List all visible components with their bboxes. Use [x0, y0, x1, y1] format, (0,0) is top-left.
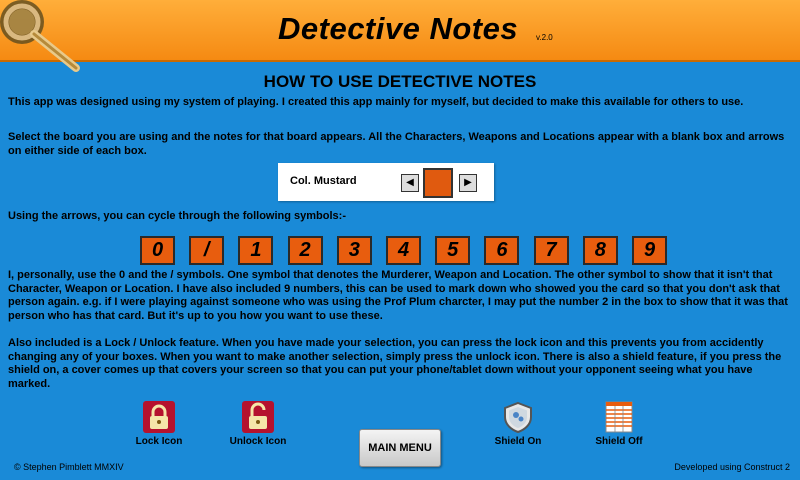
- shield-icon: [502, 401, 534, 433]
- main-menu-button[interactable]: MAIN MENU: [359, 429, 441, 467]
- symbols-intro: Using the arrows, you can cycle through the following symbols:-: [8, 210, 346, 222]
- left-arrow-button[interactable]: ◀: [401, 174, 419, 192]
- intro-paragraph: This app was designed using my system of playing. I created this app mainly for myself, but decided to make this available for others to use.: [8, 96, 744, 108]
- magnifying-glass-icon: [0, 0, 90, 75]
- unlock-button[interactable]: [242, 401, 274, 433]
- symbol-box: 6: [484, 236, 519, 265]
- version-label: v.2.0: [536, 33, 553, 42]
- symbol-box: 7: [534, 236, 569, 265]
- symbol-box: 1: [238, 236, 273, 265]
- symbol-box: 8: [583, 236, 618, 265]
- symbol-box: 4: [386, 236, 421, 265]
- engine-credit: Developed using Construct 2: [674, 462, 790, 472]
- right-arrow-button[interactable]: ▶: [459, 174, 477, 192]
- page-heading: HOW TO USE DETECTIVE NOTES: [263, 72, 537, 91]
- unlock-icon: [242, 401, 274, 433]
- symbol-box: 5: [435, 236, 470, 265]
- header-bar: [0, 0, 800, 62]
- shield-on-label: Shield On: [494, 436, 542, 447]
- symbol-box: 0: [140, 236, 175, 265]
- demo-note-row: [278, 163, 494, 201]
- demo-symbol-box[interactable]: [423, 168, 453, 198]
- copyright-text: © Stephen Pimblett MMXIV: [14, 462, 124, 472]
- lock-icon-label: Lock Icon: [135, 436, 183, 447]
- demo-character-name: Col. Mustard: [290, 175, 357, 187]
- symbol-box: /: [189, 236, 224, 265]
- board-paragraph: Select the board you are using and the notes for that board appears. All the Characters, Weapons and Locations appear with a blank box and arrows on either side of each box.: [8, 131, 785, 157]
- symbol-box: 2: [288, 236, 323, 265]
- symbol-box: 3: [337, 236, 372, 265]
- notes-grid-icon: [603, 401, 635, 433]
- symbol-box: 9: [632, 236, 667, 265]
- shield-on-button[interactable]: [502, 401, 534, 433]
- unlock-icon-label: Unlock Icon: [229, 436, 287, 447]
- lock-shield-paragraph: Also included is a Lock / Unlock feature. When you have made your selection, you can press the lock icon and this prevents you from accidently changing any of your boxes. When you want to make another selection, simply press the unlock icon. There is also a shield feature, if you press the shield on, a cover comes up that covers your screen so that you can put your phone/tablet down without your opponent seeing what you have marked.: [8, 337, 782, 390]
- lock-icon: [143, 401, 175, 433]
- shield-off-button[interactable]: [603, 401, 635, 433]
- lock-button[interactable]: [143, 401, 175, 433]
- usage-paragraph: I, personally, use the 0 and the / symbols. One symbol that denotes the Murderer, Weapon and Location. The other symbol to show that it isn't that Character, Weapon or Location. I have also included 9 numbers, this can be used to mark down who showed you the card so that you don't ask that person again. e.g. if I were playing against someone who was using the Prof Plum charcter, I may put the number 2 in the box to show that it was that person who has that card. But it's up to you how you want to use these.: [8, 269, 788, 322]
- app-title: Detective Notes: [278, 11, 519, 46]
- shield-off-label: Shield Off: [595, 436, 643, 447]
